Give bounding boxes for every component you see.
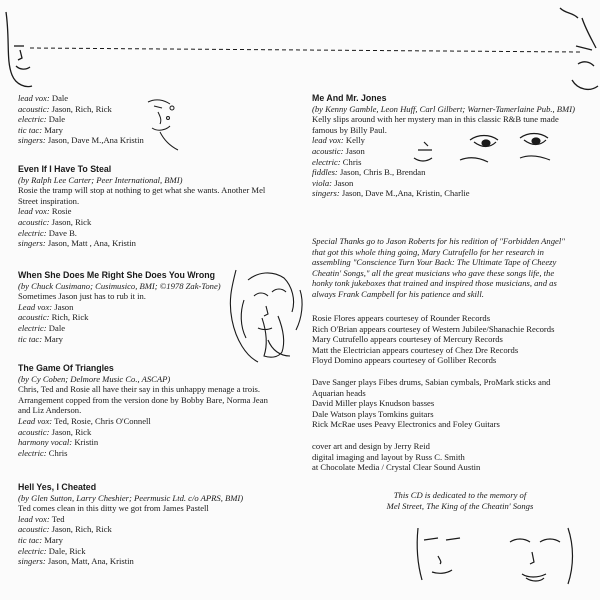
musician-line: lead vox: Kelly <box>312 135 365 146</box>
song-description: Kelly slips around with her mystery man in this classic R&B tune made <box>312 114 559 125</box>
song-title: Me And Mr. Jones <box>312 93 387 103</box>
courtesy-line: Rich O'Brian appears courtesey of Western Jubilee/Shanachie Records <box>312 323 555 334</box>
musician-line: Lead vox: Ted, Rosie, Chris O'Connell <box>18 415 151 426</box>
musician-line: Lead vox: Jason <box>18 301 74 312</box>
production-line: cover art and design by Jerry Reid <box>312 441 430 451</box>
special-thanks-line: always Frank Campbell for his patience and skill. <box>312 288 484 299</box>
musician-line: electric: Chris <box>312 156 362 167</box>
musician-line: singers: Jason, Matt, Ana, Kristin <box>18 556 134 567</box>
production-block <box>312 441 480 473</box>
endorsement-line: David Miller plays Knudson basses <box>312 398 435 409</box>
song-credit: (by Cy Coben; Delmore Music Co., ASCAP) <box>18 373 171 384</box>
endorsement-line: Dale Watson plays Tomkins guitars <box>312 408 434 419</box>
song-credit: (by Kenny Gamble, Leon Huff, Carl Gilbert; Warner-Tamerlaine Pub., BMI) <box>312 103 575 114</box>
musician-line: lead vox: Rosie <box>18 206 72 217</box>
musician-line: acoustic: Jason, Rick <box>18 426 92 437</box>
special-thanks-line: that got this whole thing going, Mary Cutrufello for her research in <box>312 246 544 257</box>
credit-line: tic tac: Mary <box>18 124 63 135</box>
musician-line: viola: Jason <box>312 177 354 188</box>
two-faces-bottom-right-drawing <box>417 528 572 584</box>
credit-line: lead vox: Dale <box>18 93 69 103</box>
song-description: Ted comes clean in this ditty we got from James Pastell <box>18 503 209 514</box>
song-me-and-mr-jones <box>312 93 575 199</box>
musician-line: acoustic: Jason, Rich, Rick <box>18 524 112 535</box>
endorsements-block <box>312 377 550 430</box>
song-description: Street inspiration. <box>18 195 80 206</box>
credit-line: singers: Jason, Dave M.,Ana Kristin <box>18 135 144 146</box>
musician-line: singers: Jason, Matt , Ana, Kristin <box>18 238 136 249</box>
musician-line: electric: Chris <box>18 447 68 458</box>
top-credits-block <box>18 93 144 146</box>
dedication-line: Mel Street, The King of the Cheatin' Songs <box>386 500 534 511</box>
musician-line: singers: Jason, Dave M.,Ana, Kristin, Charlie <box>312 188 470 199</box>
dotted-gaze-line <box>30 48 580 52</box>
musician-line: electric: Dale, Rick <box>18 545 86 556</box>
special-thanks-line: Special Thanks go to Jason Roberts for his redition of "Forbidden Angel" <box>312 236 565 246</box>
musician-line: tic tac: Mary <box>18 534 63 545</box>
face-top-right-drawing <box>560 8 598 89</box>
song-hell-yes-i-cheated <box>18 482 243 567</box>
face-top-left-drawing <box>6 12 32 87</box>
courtesy-line: Mary Cutrufello appears courtesey of Mercury Records <box>312 334 503 345</box>
dedication-line: This CD is dedicated to the memory of <box>393 490 527 500</box>
musician-line: acoustic: Jason <box>312 145 365 156</box>
production-line: digital imaging and layout by Russ C. Smith <box>312 451 465 462</box>
woman-on-phone-drawing <box>230 270 302 362</box>
special-thanks-line: honky tonk jukeboxes that trained and inspired those musicians, and as <box>312 278 557 289</box>
song-description: and Liz Anderson. <box>18 405 82 416</box>
song-game-of-triangles <box>18 363 268 458</box>
song-title: Even If I Have To Steal <box>18 164 112 174</box>
musician-line: electric: Dale <box>18 322 66 333</box>
dedication <box>340 490 580 511</box>
song-description: Sometimes Jason just has to rub it in. <box>18 291 146 302</box>
special-thanks-line: Cheatin' Songs," all the great musicians who gave these songs life, the <box>312 267 555 278</box>
song-when-she-does-me-right <box>18 270 221 344</box>
musician-line: acoustic: Jason, Rick <box>18 216 92 227</box>
woman-face-with-hand-drawing <box>148 100 178 150</box>
endorsement-line: Rick McRae uses Peavy Electronics and Foley Guitars <box>312 419 500 430</box>
musician-line: lead vox: Ted <box>18 513 65 524</box>
courtesy-block <box>312 313 554 366</box>
song-title: The Game Of Triangles <box>18 363 114 373</box>
courtesy-line: Matt the Electrician appears courtesey of Chez Dre Records <box>312 344 519 355</box>
musician-line: tic tac: Mary <box>18 333 63 344</box>
musician-line: fiddles: Jason, Chris B., Brendan <box>312 167 426 178</box>
musician-line: electric: Dave B. <box>18 227 77 238</box>
endorsement-line: Aquarian heads <box>312 387 366 398</box>
special-thanks-line: assembling "Conscience Turn Your Back: The Ultimate Tape of Cheezy <box>312 257 557 268</box>
song-credit: (by Ralph Lee Carter; Peer International, BMI) <box>18 174 183 185</box>
credit-line: electric: Dale <box>18 114 66 125</box>
courtesy-line: Floyd Domino appears courtesey of Golliber Records <box>312 355 497 366</box>
song-title: Hell Yes, I Cheated <box>18 482 97 492</box>
endorsement-line: Dave Sanger plays Fibes drums, Sabian cymbals, ProMark sticks and <box>312 377 551 387</box>
song-title: When She Does Me Right She Does You Wrong <box>18 270 215 280</box>
credit-line: acoustic: Jason, Rich, Rick <box>18 103 112 114</box>
song-description: Rosie the tramp will stop at nothing to get what she wants. Another Mel <box>18 185 266 196</box>
song-credit: (by Chuck Cusimano; Cusimusico, BMI; ©1978 Zak-Tone) <box>18 280 221 291</box>
song-description: famous by Billy Paul. <box>312 124 387 135</box>
musician-line: harmony vocal: Kristin <box>18 437 99 448</box>
song-description: Chris, Ted and Rosie all have their say in this unhappy menage a trois. <box>18 384 260 395</box>
special-thanks-paragraph <box>312 236 565 300</box>
song-credit: (by Glen Sutton, Larry Cheshier; Peermusic Ltd. c/o APRS, BMI) <box>18 492 244 503</box>
production-line: at Chocolate Media / Crystal Clear Sound Austin <box>312 462 481 473</box>
courtesy-line: Rosie Flores appears courtesey of Rounder Records <box>312 313 491 323</box>
musician-line: acoustic: Rich, Rick <box>18 312 89 323</box>
song-even-if-i-have-to-steal <box>18 164 265 249</box>
song-description: Arrangement copped from the version done by Bobby Bare, Norma Jean <box>18 394 268 405</box>
